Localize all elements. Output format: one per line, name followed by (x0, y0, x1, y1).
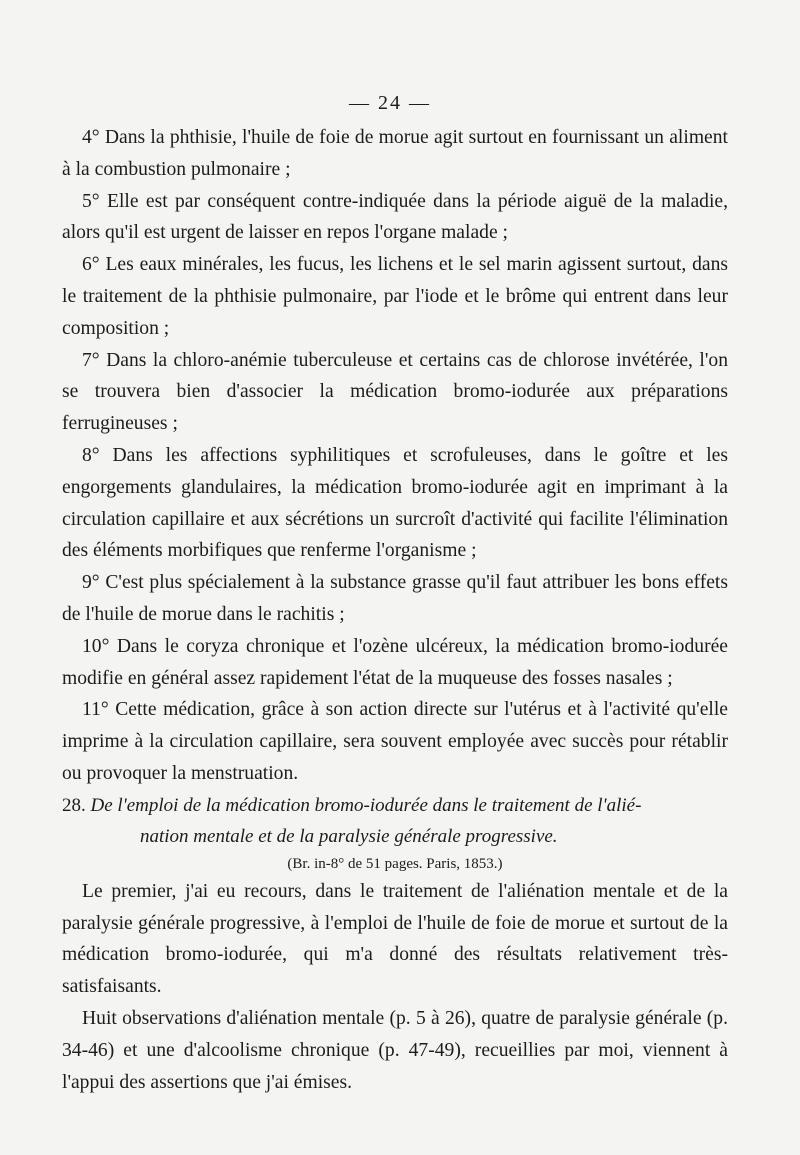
page-body (62, 122, 728, 1098)
list-item-10: 10° Dans le coryza chronique et l'ozène ulcéreux, la médication bromo-iodurée modifie en général assez rapidement l'état de la muqueuse des fosses nasales ; (62, 635, 728, 689)
paragraph-1: Le premier, j'ai eu recours, dans le traitement de l'aliénation mentale et de la paralysie générale progressive, à l'emploi de l'huile de foie de morue et surtout de la médication bromo-iodurée, qui m'a donné des résultats relativement très-satisfaisants. (62, 880, 728, 998)
section-heading (62, 790, 728, 852)
bibliographic-note: (Br. in-8° de 51 pages. Paris, 1853.) (287, 855, 503, 872)
paragraph-2: Huit observations d'aliénation mentale (p. 5 à 26), quatre de paralysie générale (p. 34-46) et une d'alcoolisme chronique (p. 47-49), recueillies par moi, viennent à l'appui des assertions que j'ai émises. (62, 1007, 728, 1093)
list-item-7: 7° Dans la chloro-anémie tuberculeuse et certains cas de chlorose invétérée, l'on se trouvera bien d'associer la médication bromo-iodurée aux préparations ferrugineuses ; (62, 349, 728, 435)
section-title-line1: De l'emploi de la médication bromo-iodurée dans le traitement de l'alié- (90, 794, 642, 816)
list-item-5: 5° Elle est par conséquent contre-indiquée dans la période aiguë de la maladie, alors qu'il est urgent de laisser en repos l'organe malade ; (62, 190, 728, 244)
section-title-line2: nation mentale et de la paralysie générale progressive. (140, 825, 558, 847)
list-item-4: 4° Dans la phthisie, l'huile de foie de morue agit surtout en fournissant un aliment à la combustion pulmonaire ; (62, 127, 728, 180)
page-number: — 24 — (349, 92, 431, 114)
section-number: 28. (62, 794, 86, 816)
list-item-6: 6° Les eaux minérales, les fucus, les lichens et le sel marin agissent surtout, dans le traitement de la phthisie pulmonaire, par l'iode et le brôme qui entrent dans leur composition ; (62, 254, 728, 339)
list-item-11: 11° Cette médication, grâce à son action directe sur l'utérus et à l'activité qu'elle imprime à la circulation capillaire, sera souvent employée avec succès pour rétablir ou provoquer la menstruation. (62, 699, 728, 784)
list-item-8: 8° Dans les affections syphilitiques et scrofuleuses, dans le goître et les engorgements glandulaires, la médication bromo-iodurée agit en imprimant à la circulation capillaire et aux sécrétions un surcroît d'activité qui facilite l'élimination des éléments morbifiques que renferme l'organisme ; (62, 444, 728, 562)
list-item-9: 9° C'est plus spécialement à la substance grasse qu'il faut attribuer les bons effets de l'huile de morue dans le rachitis ; (62, 572, 728, 625)
